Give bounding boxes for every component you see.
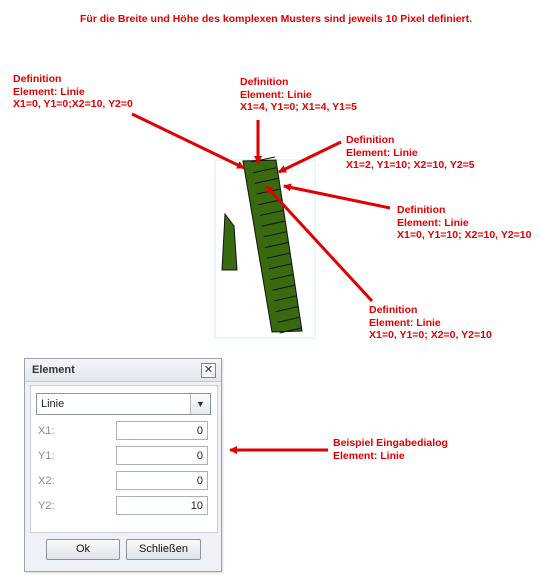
annotation-2 — [240, 76, 357, 114]
x1-label: X1: — [38, 425, 55, 437]
annotation-3 — [346, 134, 475, 172]
dialog-body — [30, 385, 218, 533]
annotation-4-element: Element: Linie — [397, 216, 469, 229]
chevron-down-icon[interactable]: ▼ — [190, 394, 210, 414]
dialog-note — [333, 437, 448, 462]
dialog-title: Element — [32, 364, 75, 376]
annotation-2-title: Definition — [240, 76, 289, 88]
annotation-2-element: Element: Linie — [240, 88, 312, 101]
element-type-select[interactable] — [36, 393, 211, 415]
element-dialog — [24, 358, 222, 572]
annotation-5-element: Element: Linie — [369, 316, 441, 329]
header-note: Für die Breite und Höhe des komplexen Musters sind jeweils 10 Pixel definiert. — [79, 13, 473, 25]
dialog-note-element: Element: Linie — [333, 449, 405, 462]
dialog-header — [25, 359, 221, 382]
annotation-1-coords: X1=0, Y1=0;X2=10, Y2=0 — [13, 98, 133, 110]
dialog-note-title: Beispiel Eingabedialog — [333, 437, 448, 449]
y2-input[interactable]: 10 — [116, 496, 208, 515]
close-button[interactable]: Schließen — [126, 539, 201, 560]
element-type-value: Linie — [41, 398, 65, 410]
arrow-3 — [279, 142, 341, 172]
annotation-3-coords: X1=2, Y1=10; X2=10, Y2=5 — [346, 159, 475, 171]
annotation-1-element: Element: Linie — [13, 85, 85, 98]
y2-label: Y2: — [38, 500, 55, 512]
annotation-1-title: Definition — [13, 73, 62, 85]
annotation-4-coords: X1=0, Y1=10; X2=10, Y2=10 — [397, 229, 532, 241]
ok-button[interactable]: Ok — [46, 539, 120, 560]
pattern-stripe-small — [222, 214, 237, 270]
y1-label: Y1: — [38, 450, 55, 462]
annotation-3-title: Definition — [346, 134, 395, 146]
annotation-5-title: Definition — [369, 304, 418, 316]
annotation-1 — [13, 73, 133, 111]
annotation-2-coords: X1=4, Y1=0; X1=4, Y1=5 — [240, 101, 357, 113]
arrow-4 — [284, 186, 390, 208]
arrow-1 — [132, 114, 244, 168]
annotation-5-coords: X1=0, Y1=0; X2=0, Y2=10 — [369, 329, 492, 341]
x2-input[interactable]: 0 — [116, 471, 208, 490]
annotation-5 — [369, 304, 492, 342]
y1-input[interactable]: 0 — [116, 446, 208, 465]
annotation-4-title: Definition — [397, 204, 446, 216]
annotation-3-element: Element: Linie — [346, 146, 418, 159]
close-icon[interactable]: ✕ — [201, 363, 216, 378]
annotation-4 — [397, 204, 531, 242]
x2-label: X2: — [38, 475, 55, 487]
x1-input[interactable]: 0 — [116, 421, 208, 440]
